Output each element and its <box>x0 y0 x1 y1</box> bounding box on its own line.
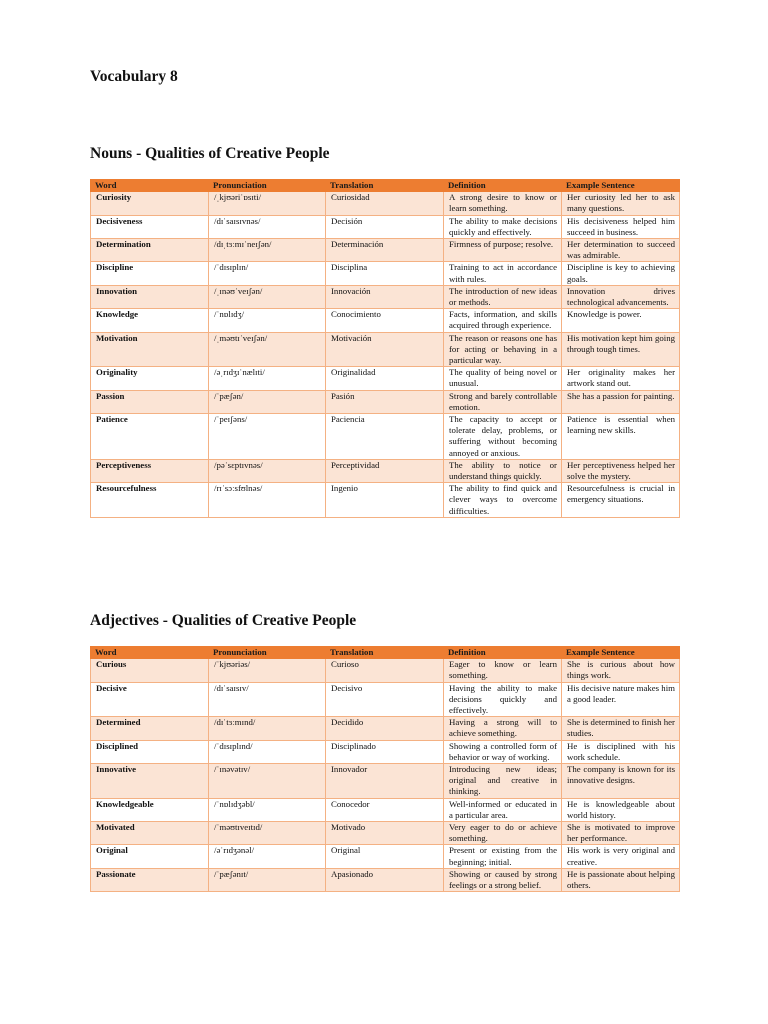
translation-cell: Disciplina <box>326 262 444 285</box>
example-sentence-cell: His decisive nature makes him a good leader. <box>562 682 680 717</box>
table-row <box>91 483 680 518</box>
vocab-word-cell: Resourcefulness <box>91 483 209 518</box>
vocab-word-cell: Passionate <box>91 868 209 891</box>
example-sentence-cell: Her curiosity led her to ask many questions. <box>562 192 680 215</box>
pronunciation-cell: /ˈdɪsɪplɪn/ <box>209 262 326 285</box>
translation-cell: Decisión <box>326 215 444 238</box>
table-header-row <box>91 180 680 192</box>
definition-cell: Facts, information, and skills acquired through experience. <box>444 309 562 332</box>
example-sentence-cell: He is passionate about helping others. <box>562 868 680 891</box>
table-header-row <box>91 647 680 659</box>
translation-cell: Paciencia <box>326 414 444 460</box>
translation-cell: Ingenio <box>326 483 444 518</box>
example-sentence-cell: Discipline is key to achieving goals. <box>562 262 680 285</box>
definition-cell: Showing a controlled form of behavior or way of working. <box>444 740 562 763</box>
adjectives-vocabulary-table <box>90 646 680 892</box>
example-sentence-cell: Knowledge is power. <box>562 309 680 332</box>
header-example-sentence: Example Sentence <box>562 647 680 659</box>
pronunciation-cell: /ˈpeɪʃəns/ <box>209 414 326 460</box>
pronunciation-cell: /ˌɪnəʊˈveɪʃən/ <box>209 285 326 308</box>
translation-cell: Curiosidad <box>326 192 444 215</box>
vocab-word-cell: Motivation <box>91 332 209 367</box>
pronunciation-cell: /ˌkjʊəriˈɒsɪti/ <box>209 192 326 215</box>
example-sentence-cell: His work is very original and creative. <box>562 845 680 868</box>
pronunciation-cell: /ˈdɪsɪplɪnd/ <box>209 740 326 763</box>
example-sentence-cell: She has a passion for painting. <box>562 390 680 413</box>
example-sentence-cell: The company is known for its innovative designs. <box>562 764 680 799</box>
table-row <box>91 822 680 845</box>
translation-cell: Motivado <box>326 822 444 845</box>
vocab-word-cell: Innovative <box>91 764 209 799</box>
example-sentence-cell: Her originality makes her artwork stand out. <box>562 367 680 390</box>
definition-cell: Firmness of purpose; resolve. <box>444 239 562 262</box>
table-row <box>91 740 680 763</box>
vocab-word-cell: Innovation <box>91 285 209 308</box>
vocab-word-cell: Discipline <box>91 262 209 285</box>
definition-cell: The ability to make decisions quickly and effectively. <box>444 215 562 238</box>
translation-cell: Conocedor <box>326 798 444 821</box>
table-row <box>91 764 680 799</box>
vocab-word-cell: Curious <box>91 659 209 682</box>
table-row <box>91 717 680 740</box>
adjectives-section-heading: Adjectives - Qualities of Creative People <box>90 612 357 629</box>
document-title: Vocabulary 8 <box>90 68 178 85</box>
vocab-word-cell: Passion <box>91 390 209 413</box>
table-row <box>91 390 680 413</box>
pronunciation-cell: /pəˈsɛptɪvnəs/ <box>209 459 326 482</box>
translation-cell: Original <box>326 845 444 868</box>
vocab-word-cell: Disciplined <box>91 740 209 763</box>
table-row <box>91 332 680 367</box>
translation-cell: Originalidad <box>326 367 444 390</box>
example-sentence-cell: His motivation kept him going through tough times. <box>562 332 680 367</box>
pronunciation-cell: /rɪˈsɔːsfʊlnəs/ <box>209 483 326 518</box>
definition-cell: A strong desire to know or learn something. <box>444 192 562 215</box>
header-example-sentence: Example Sentence <box>562 180 680 192</box>
translation-cell: Innovación <box>326 285 444 308</box>
example-sentence-cell: Her determination to succeed was admirable. <box>562 239 680 262</box>
translation-cell: Apasionado <box>326 868 444 891</box>
example-sentence-cell: She is motivated to improve her performance. <box>562 822 680 845</box>
translation-cell: Innovador <box>326 764 444 799</box>
pronunciation-cell: /dɪˈsaɪsɪv/ <box>209 682 326 717</box>
vocab-word-cell: Knowledgeable <box>91 798 209 821</box>
pronunciation-cell: /əˈrɪdʒənəl/ <box>209 845 326 868</box>
definition-cell: The introduction of new ideas or methods. <box>444 285 562 308</box>
pronunciation-cell: /əˌrɪdʒɪˈnælɪti/ <box>209 367 326 390</box>
vocab-word-cell: Perceptiveness <box>91 459 209 482</box>
definition-cell: The quality of being novel or unusual. <box>444 367 562 390</box>
table-row <box>91 192 680 215</box>
table-row <box>91 285 680 308</box>
vocab-word-cell: Curiosity <box>91 192 209 215</box>
translation-cell: Perceptividad <box>326 459 444 482</box>
definition-cell: Present or existing from the beginning; initial. <box>444 845 562 868</box>
table-row <box>91 414 680 460</box>
table-row <box>91 309 680 332</box>
header-translation: Translation <box>326 647 444 659</box>
example-sentence-cell: Resourcefulness is crucial in emergency situations. <box>562 483 680 518</box>
table-row <box>91 845 680 868</box>
example-sentence-cell: She is curious about how things work. <box>562 659 680 682</box>
example-sentence-cell: Patience is essential when learning new skills. <box>562 414 680 460</box>
definition-cell: Introducing new ideas; original and creative in thinking. <box>444 764 562 799</box>
table-row <box>91 659 680 682</box>
definition-cell: Having a strong will to achieve something. <box>444 717 562 740</box>
header-pronunciation: Pronunciation <box>209 180 326 192</box>
pronunciation-cell: /dɪˌtɜːmɪˈneɪʃən/ <box>209 239 326 262</box>
header-word: Word <box>91 180 209 192</box>
pronunciation-cell: /ˈpæʃənɪt/ <box>209 868 326 891</box>
definition-cell: Well-informed or educated in a particular area. <box>444 798 562 821</box>
adjectives-table-body <box>91 659 680 892</box>
header-translation: Translation <box>326 180 444 192</box>
table-row <box>91 239 680 262</box>
table-row <box>91 367 680 390</box>
translation-cell: Pasión <box>326 390 444 413</box>
pronunciation-cell: /ˈɪnəvətɪv/ <box>209 764 326 799</box>
vocab-word-cell: Determined <box>91 717 209 740</box>
example-sentence-cell: His decisiveness helped him succeed in business. <box>562 215 680 238</box>
pronunciation-cell: /ˌməʊtɪˈveɪʃən/ <box>209 332 326 367</box>
translation-cell: Conocimiento <box>326 309 444 332</box>
vocab-word-cell: Motivated <box>91 822 209 845</box>
vocab-word-cell: Knowledge <box>91 309 209 332</box>
translation-cell: Determinación <box>326 239 444 262</box>
translation-cell: Curioso <box>326 659 444 682</box>
example-sentence-cell: He is knowledgeable about world history. <box>562 798 680 821</box>
definition-cell: Having the ability to make decisions quickly and effectively. <box>444 682 562 717</box>
table-row <box>91 262 680 285</box>
definition-cell: Training to act in accordance with rules. <box>444 262 562 285</box>
nouns-vocabulary-table <box>90 179 680 518</box>
definition-cell: Very eager to do or achieve something. <box>444 822 562 845</box>
definition-cell: Strong and barely controllable emotion. <box>444 390 562 413</box>
table-row <box>91 682 680 717</box>
definition-cell: The ability to find quick and clever ways to overcome difficulties. <box>444 483 562 518</box>
table-row <box>91 868 680 891</box>
definition-cell: Eager to know or learn something. <box>444 659 562 682</box>
definition-cell: The reason or reasons one has for acting or behaving in a particular way. <box>444 332 562 367</box>
header-definition: Definition <box>444 647 562 659</box>
translation-cell: Decidido <box>326 717 444 740</box>
nouns-table-body <box>91 192 680 518</box>
translation-cell: Decisivo <box>326 682 444 717</box>
definition-cell: The ability to notice or understand things quickly. <box>444 459 562 482</box>
pronunciation-cell: /ˈpæʃən/ <box>209 390 326 413</box>
example-sentence-cell: He is disciplined with his work schedule. <box>562 740 680 763</box>
header-pronunciation: Pronunciation <box>209 647 326 659</box>
nouns-section-heading: Nouns - Qualities of Creative People <box>90 145 330 162</box>
pronunciation-cell: /dɪˈsaɪsɪvnəs/ <box>209 215 326 238</box>
pronunciation-cell: /ˈnɒlɪdʒ/ <box>209 309 326 332</box>
pronunciation-cell: /ˈnɒlɪdʒəbl/ <box>209 798 326 821</box>
vocab-word-cell: Determination <box>91 239 209 262</box>
vocab-word-cell: Patience <box>91 414 209 460</box>
definition-cell: Showing or caused by strong feelings or a strong belief. <box>444 868 562 891</box>
table-row <box>91 459 680 482</box>
translation-cell: Disciplinado <box>326 740 444 763</box>
example-sentence-cell: She is determined to finish her studies. <box>562 717 680 740</box>
definition-cell: The capacity to accept or tolerate delay, problems, or suffering without becoming annoyed or anxious. <box>444 414 562 460</box>
example-sentence-cell: Her perceptiveness helped her solve the mystery. <box>562 459 680 482</box>
header-word: Word <box>91 647 209 659</box>
header-definition: Definition <box>444 180 562 192</box>
pronunciation-cell: /dɪˈtɜːmɪnd/ <box>209 717 326 740</box>
vocab-word-cell: Original <box>91 845 209 868</box>
translation-cell: Motivación <box>326 332 444 367</box>
pronunciation-cell: /ˈməʊtɪveɪtɪd/ <box>209 822 326 845</box>
vocab-word-cell: Decisiveness <box>91 215 209 238</box>
pronunciation-cell: /ˈkjʊəriəs/ <box>209 659 326 682</box>
table-row <box>91 215 680 238</box>
vocab-word-cell: Originality <box>91 367 209 390</box>
table-row <box>91 798 680 821</box>
vocab-word-cell: Decisive <box>91 682 209 717</box>
example-sentence-cell: Innovation drives technological advancements. <box>562 285 680 308</box>
